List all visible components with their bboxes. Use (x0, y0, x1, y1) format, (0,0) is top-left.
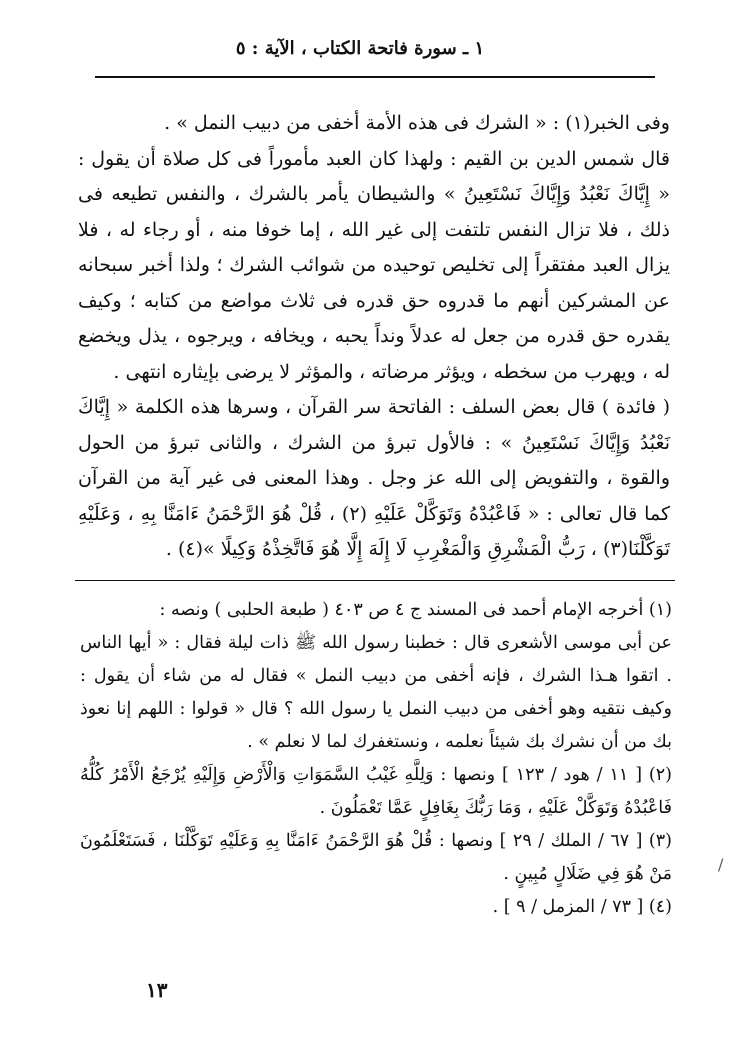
footnote-1-text: عن أبى موسى الأشعرى قال : خطبنا رسول الله ﷺ ذات ليلة فقال : « أيها الناس . اتقوا هـذا الشرك ، فإنه أخفى من دبيب النمل » فقال له من شاء أن يقول : وكيف نتقيه وهو أخفى من دبيب النمل يا رسول الله ؟ قال « قولوا : اللهم إنا نعوذ بك من أن نشرك بك شيئاً نعلمه ، ونستغفرك لما لا نعلم » . (80, 633, 672, 752)
margin-mark: / (718, 855, 724, 874)
footnotes (80, 594, 672, 924)
header-divider (95, 76, 655, 78)
main-text (78, 106, 670, 568)
paragraph-hadith: وفى الخبر(١) : « الشرك فى هذه الأمة أخفى من دبيب النمل » . (164, 112, 670, 134)
paragraph-ibn-qayyim: قال شمس الدين بن القيم : ولهذا كان العبد مأموراً فى كل صلاة أن يقول : « إِيَّاكَ نَعْبُدُ وَإِيَّاكَ نَسْتَعِينُ » والشيطان يأمر بالشرك ، والنفس تطيعه فى ذلك ، فلا تزال النفس تلتفت إلى غير الله ، إما خوفا منه ، أو رجاء له ، فلا يزال العبد مفتقراً إلى تخليص توحيده من شوائب الشرك ؛ ولذا أخبر سبحانه عن المشركين أنهم ما قدروه حق قدره فى ثلاث مواضع من كتابه ؛ وكيف يقدره حق قدره من جعل له عدلاً ونداً يحبه ، ويخافه ، ويرجوه ، يذل ويخضع له ، ويهرب من سخطه ، ويؤثر مرضاته ، والمؤثر لا يرضى بإيثاره انتهى . (78, 147, 670, 383)
footnote-1: (١) أخرجه الإمام أحمد فى المسند ج ٤ ص ٤٠٣ ( طبعة الحلبى ) ونصه : (159, 600, 672, 620)
running-header: ١ ـ سورة فاتحة الكتاب ، الآية : ٥ (235, 38, 485, 59)
paragraph-faida: ( فائدة ) قال بعض السلف : الفاتحة سر القرآن ، وسرها هذه الكلمة « إِيَّاكَ نَعْبُدُ وَإِيَّاكَ نَسْتَعِينُ » : فالأول تبرؤ من الشرك ، والثانى تبرؤ من الحول والقوة ، والتفويض إلى الله عز وجل . وهذا المعنى فى غير آية من القرآن كما قال تعالى : « فَاعْبُدْهُ وَتَوَكَّلْ عَلَيْهِ (٢) ، قُلْ هُوَ الرَّحْمَنُ ءَامَنَّا بِهِ ، وَعَلَيْهِ تَوَكَّلْنَا(٣) ، رَبُّ الْمَشْرِقِ وَالْمَغْرِبِ لَا إِلَهَ إِلَّا هُوَ فَاتَّخِذْهُ وَكِيلًا »(٤) . (78, 396, 670, 560)
footnote-4: (٤) [ ٧٣ / المزمل / ٩ ] . (492, 897, 672, 917)
footnote-3: (٣) [ ٦٧ / الملك / ٢٩ ] ونصها : قُلْ هُوَ الرَّحْمَنُ ءَامَنَّا بِهِ وَعَلَيْهِ تَوَكَّلْنَا ، فَسَتَعْلَمُونَ مَنْ هُوَ فِي ضَلَالٍ مُبِينٍ . (80, 831, 672, 884)
page-number: ١٣ (146, 978, 168, 1002)
footnote-divider (75, 580, 675, 581)
footnote-2: (٢) [ ١١ / هود / ١٢٣ ] ونصها : وَلِلَّهِ غَيْبُ السَّمَوَاتِ وَالْأَرْضِ وَإِلَيْهِ يُرْجَعُ الْأَمْرُ كُلُّهُ فَاعْبُدْهُ وَتَوَكَّلْ عَلَيْهِ ، وَمَا رَبُّكَ بِغَافِلٍ عَمَّا تَعْمَلُونَ . (80, 765, 672, 818)
